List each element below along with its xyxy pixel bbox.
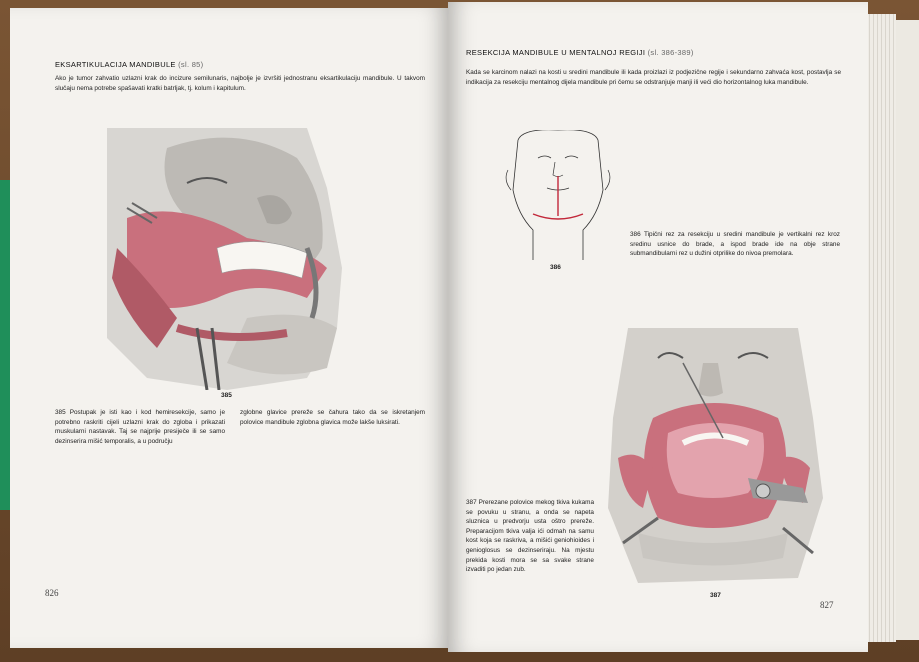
right-header-title: RESEKCIJA MANDIBULE U MENTALNOJ REGIJI — [466, 48, 646, 57]
page-edges — [866, 14, 896, 642]
figure-385-caption-col2: zglobne glavice prereže se čahura tako da se iskretanjem polovice mandibule zglobna glavica može lakše luksirati. — [240, 409, 425, 426]
left-intro-text: Ako je tumor zahvatio uzlazni krak do incizure semilunaris, najbolje je izvršiti jednostranu eksartikulaciju mandibule. U takvom slučaju nema potrebe spašavati kratki batrljak, tj. kolum i kapitulum. — [55, 75, 425, 92]
left-page — [10, 8, 448, 648]
illustration-386 — [503, 130, 613, 260]
right-page-number: 827 — [820, 600, 834, 610]
right-page-header — [466, 48, 694, 57]
figure-387-label: 387 — [710, 592, 721, 599]
figure-387-caption: 387 Prerezane polovice mekog tkiva kukama se povuku u stranu, a onda se napeta sluznica u predvorju usta oštro prereže. Preparacijom tkiva valja ići odmah na samu kost koja se raskriva, a mišići geniohioides i genioglosus se dezinseriraju. Na mjestu prekida kosti mora se sa svake strane izvaditi po jedan zub. — [466, 499, 594, 574]
right-page — [448, 2, 868, 652]
book-cover-right — [893, 20, 919, 640]
illustration-387 — [598, 328, 830, 590]
figure-386-label: 386 — [550, 264, 561, 271]
left-page-number: 826 — [45, 588, 59, 598]
figure-385-label: 385 — [221, 392, 232, 399]
right-intro-text: Kada se karcinom nalazi na kosti u sredini mandibule ili kada proizlazi iz podjezične regije i sekundarno zahvaća kost, postavlja se indikacija za resekciju mentalnog dijela mandibule pri čemu se odstranjuje manji ili veći dio horizontalnog luka mandibule. — [466, 69, 841, 86]
figure-386-caption: 386 Tipični rez za resekciju u sredini mandibule je vertikalni rez kroz sredinu usnice do brade, a ispod brade ide na obje strane submandibularni rez u dužini otprilike do nivoa premolara. — [630, 231, 840, 258]
right-header-ref: (sl. 386-389) — [647, 48, 694, 57]
illustration-385 — [107, 128, 347, 390]
left-page-header — [55, 60, 203, 69]
figure-385-caption-col1: 385 Postupak je isti kao i kod hemiresekcije, samo je potrebno raskriti cijeli uzlazni krak do zgloba i prikazati muskularni nastavak. Taj se najprije presiječe ili se samo dezinserira mišić temporalis, a u području — [55, 409, 225, 445]
left-header-ref: (sl. 85) — [178, 60, 204, 69]
left-header-title: EKSARTIKULACIJA MANDIBULE — [55, 60, 176, 69]
